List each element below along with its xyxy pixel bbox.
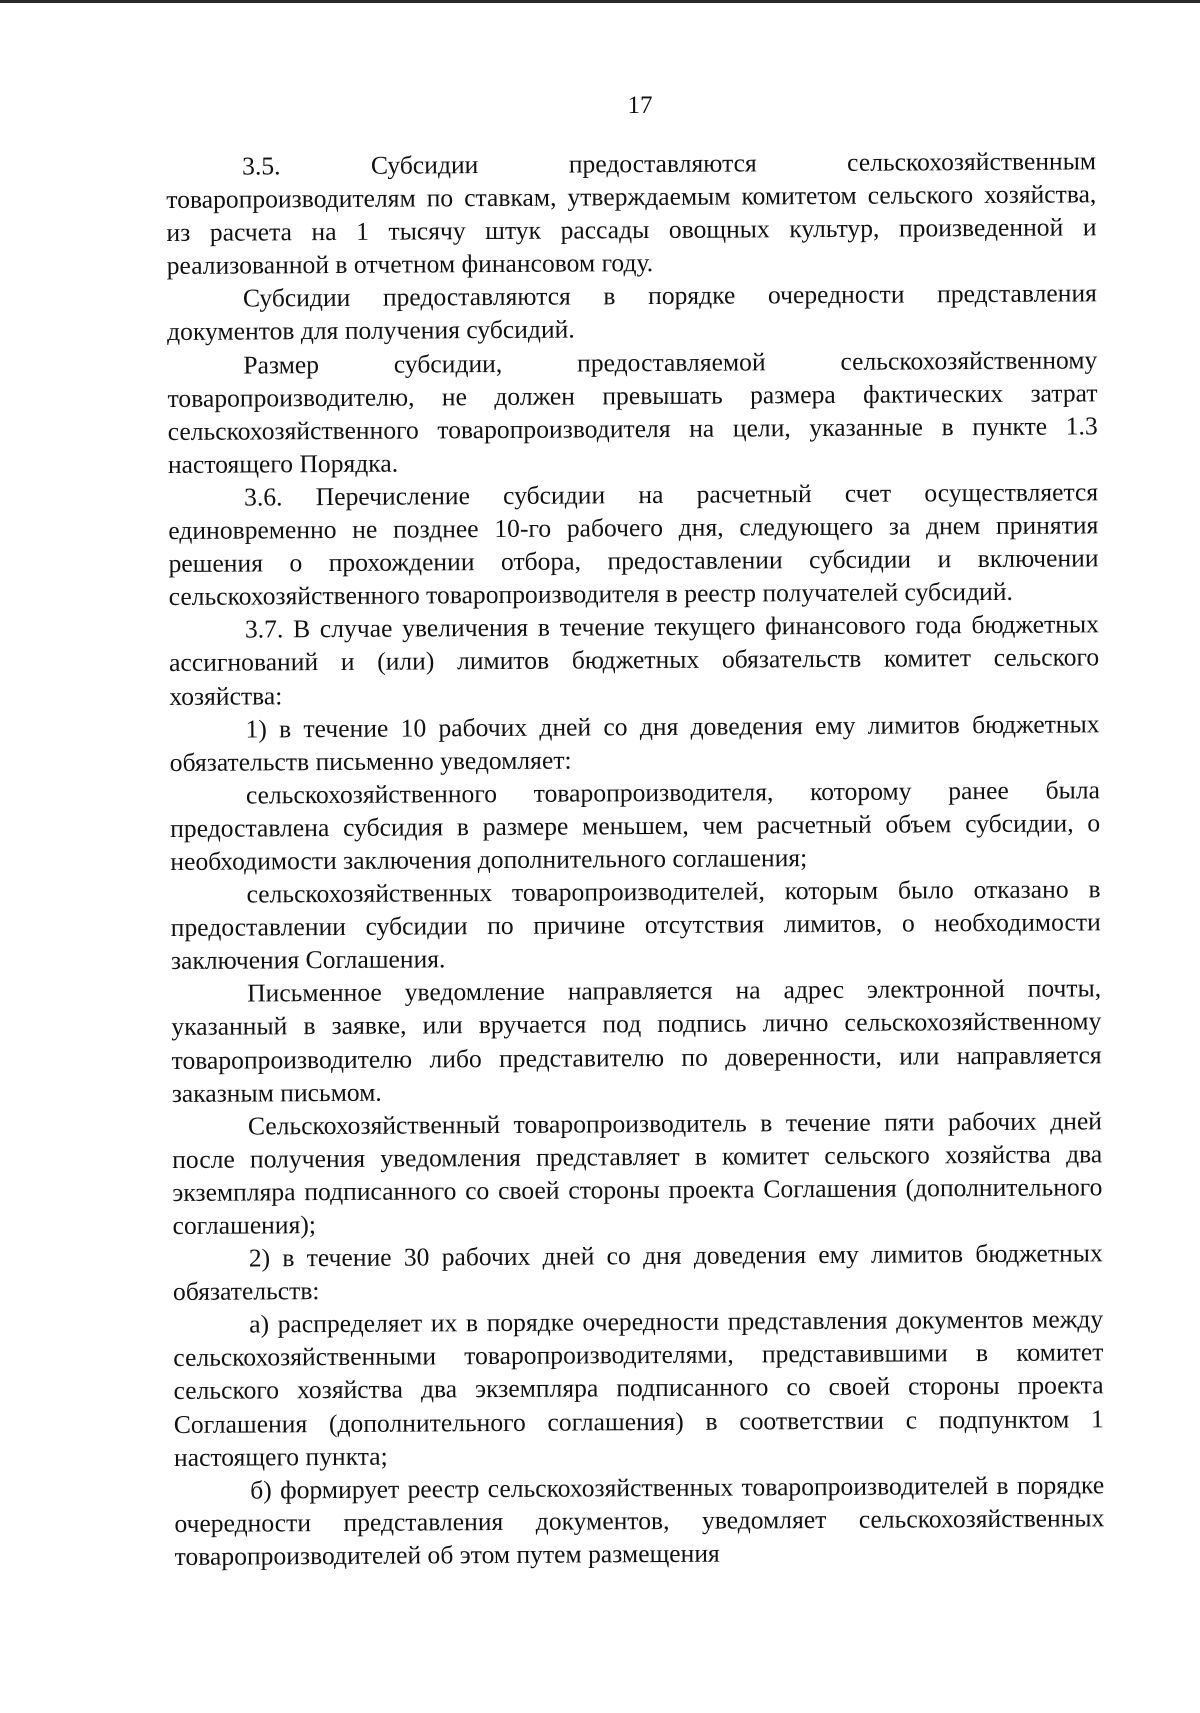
paragraph-notify-refused: сельскохозяйственных товаропроизводителей, которым было отказано в предоставлении субсидии по причине отсутствия лимитов, о необходимости заключения Соглашения. <box>170 874 1101 976</box>
paragraph-written-notice: Письменное уведомление направляется на адрес электронной почты, указанный в заявке, или вручается под подпись лично сельскохозяйственному товаропроизводителю либо представителю по доверенности, или направляется заказным письмом. <box>171 973 1102 1108</box>
page-number: 17 <box>627 92 653 119</box>
paragraph-item-2-a: а) распределяет их в порядке очередности представления документов между сельскохозяйственными товаропроизводителями, представившими в комитет сельского хозяйства два экземпляра подписанного со своей стороны проекта Соглашения (дополнительного соглашения) в соответствии с подпунктом 1 настоящего пункта; <box>173 1304 1104 1472</box>
paragraph-notify-producer: сельскохозяйственного товаропроизводителя, которому ранее была предоставлена субсидия в размере меньшем, чем расчетный объем субсидии, о необходимости заключения дополнительного соглашения; <box>170 775 1101 876</box>
paragraph-item-2-b: б) формирует реестр сельскохозяйственных товаропроизводителей в порядке очередности представления документов, уведомляет сельскохозяйственных товаропроизводителей об этом путем размещения <box>174 1470 1105 1571</box>
scan-top-edge <box>0 0 1200 3</box>
paragraph-subsidy-size: Размер субсидии, предоставляемой сельскохозяйственному товаропроизводителю, не должен превышать размера фактических затрат сельскохозяйственного товаропроизводителя на цели, указанные в пункте 1.3 настоящего Порядка. <box>167 344 1098 479</box>
paragraph-producer-response: Сельскохозяйственный товаропроизводитель в течение пяти рабочих дней после получения уведомления представляет в комитет сельского хозяйства два экземпляра подписанного со своей стороны проекта Соглашения (дополнительного соглашения); <box>172 1106 1103 1240</box>
paragraph-3-5: 3.5. Субсидии предоставляются сельскохозяйственным товаропроизводителям по ставкам, утверждаемым комитетом сельского хозяйства, из расчета на 1 тысячу штук рассады овощных культур, произведенной и реализованной в отчетном финансовом году. <box>166 146 1097 281</box>
paragraph-3-6: 3.6. Перечисление субсидии на расчетный счет осуществляется единовременно не позднее 10-го рабочего дня, следующего за днем принятия решения о прохождении отбора, предоставлении субсидии и включении сельскохозяйственного товаропроизводителя в реестр получателей субсидий. <box>168 477 1099 612</box>
paragraph-3-7: 3.7. В случае увеличения в течение текущего финансового года бюджетных ассигнований и (или) лимитов бюджетных обязательств комитет сельского хозяйства: <box>169 609 1100 711</box>
paragraph-subsidy-order: Субсидии предоставляются в порядке очередности представления документов для получения субсидий. <box>167 278 1097 347</box>
paragraph-3-7-item-2: 2) в течение 30 рабочих дней со дня доведения ему лимитов бюджетных обязательств: <box>172 1238 1103 1307</box>
paragraph-3-7-item-1: 1) в течение 10 рабочих дней со дня доведения ему лимитов бюджетных обязательств письменно уведомляет: <box>169 708 1100 777</box>
document-body <box>166 144 1105 1573</box>
